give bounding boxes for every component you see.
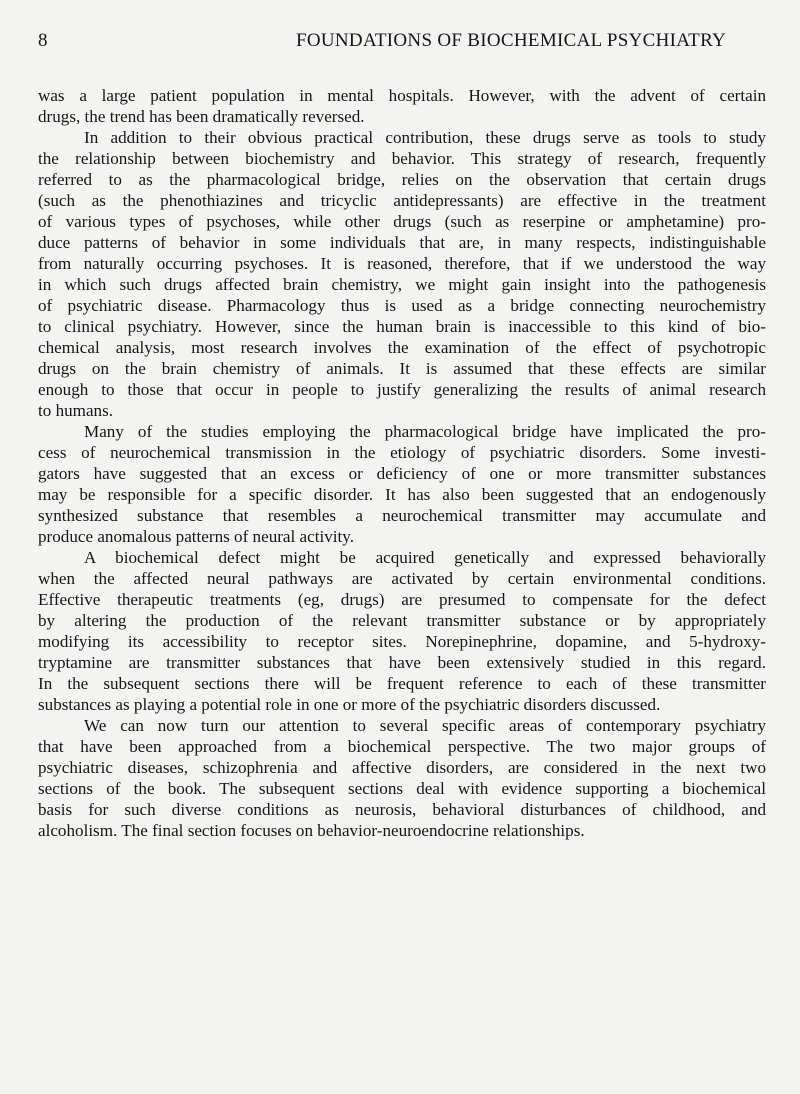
text-line: of various types of psychoses, while other drugs (such as reserpine or amphetamine) pro- (38, 212, 766, 231)
body-text (38, 85, 766, 841)
text-line: to clinical psychiatry. However, since the human brain is inaccessible to this kind of bio- (38, 317, 766, 336)
text-line: enough to those that occur in people to justify generalizing the results of animal research (38, 380, 766, 399)
text-line: of psychiatric disease. Pharmacology thus is used as a bridge connecting neurochemistry (38, 296, 766, 315)
text-line: sections of the book. The subsequent sections deal with evidence supporting a biochemical (38, 779, 766, 798)
text-line: when the affected neural pathways are activated by certain environmental conditions. (38, 569, 766, 588)
running-title: FOUNDATIONS OF BIOCHEMICAL PSYCHIATRY (296, 30, 727, 51)
text-line: that have been approached from a biochemical perspective. The two major groups of (38, 737, 766, 756)
text-line: In the subsequent sections there will be frequent reference to each of these transmitter (38, 674, 766, 693)
text-line: drugs on the brain chemistry of animals. It is assumed that these effects are similar (38, 359, 766, 378)
text-line: from naturally occurring psychoses. It is reasoned, therefore, that if we understood the way (38, 254, 766, 273)
text-line: (such as the phenothiazines and tricyclic antidepressants) are effective in the treatment (38, 191, 766, 210)
text-line: synthesized substance that resembles a neurochemical transmitter may accumulate and (38, 506, 766, 525)
text-line: may be responsible for a specific disorder. It has also been suggested that an endogenously (38, 485, 766, 504)
text-line: gators have suggested that an excess or deficiency of one or more transmitter substances (38, 464, 766, 483)
text-line: was a large patient population in mental hospitals. However, with the advent of certain (38, 86, 766, 105)
text-line: to humans. (38, 401, 114, 420)
paragraph-start-line: Many of the studies employing the pharmacological bridge have implicated the pro- (84, 422, 766, 441)
text-line: basis for such diverse conditions as neurosis, behavioral disturbances of childhood, and (38, 800, 766, 819)
text-line: duce patterns of behavior in some individuals that are, in many respects, indistinguishable (38, 233, 766, 252)
text-line: referred to as the pharmacological bridge, relies on the observation that certain drugs (38, 170, 766, 189)
text-line: Effective therapeutic treatments (eg, drugs) are presumed to compensate for the defect (38, 590, 766, 609)
text-line: produce anomalous patterns of neural activity. (38, 527, 354, 546)
text-line: cess of neurochemical transmission in the etiology of psychiatric disorders. Some investi- (38, 443, 766, 462)
text-line: substances as playing a potential role in one or more of the psychiatric disorders discussed. (38, 695, 661, 714)
text-line: tryptamine are transmitter substances that have been extensively studied in this regard. (38, 653, 766, 672)
text-line: chemical analysis, most research involves the examination of the effect of psychotropic (38, 338, 766, 357)
text-line: in which such drugs affected brain chemistry, we might gain insight into the pathogenesis (38, 275, 766, 294)
text-line: modifying its accessibility to receptor sites. Norepinephrine, dopamine, and 5-hydroxy- (38, 632, 766, 651)
running-head (38, 30, 762, 54)
page-number: 8 (38, 30, 48, 51)
paragraph-start-line: A biochemical defect might be acquired genetically and expressed behaviorally (84, 548, 766, 567)
text-line: psychiatric diseases, schizophrenia and affective disorders, are considered in the next two (38, 758, 766, 777)
text-line: the relationship between biochemistry and behavior. This strategy of research, frequently (38, 149, 766, 168)
paragraph-start-line: We can now turn our attention to several specific areas of contemporary psychiatry (84, 716, 766, 735)
text-line: drugs, the trend has been dramatically reversed. (38, 107, 365, 126)
text-line: by altering the production of the relevant transmitter substance or by appropriately (38, 611, 766, 630)
paragraph-start-line: In addition to their obvious practical contribution, these drugs serve as tools to study (84, 128, 766, 147)
text-line: alcoholism. The final section focuses on behavior-neuroendocrine relationships. (38, 821, 585, 840)
